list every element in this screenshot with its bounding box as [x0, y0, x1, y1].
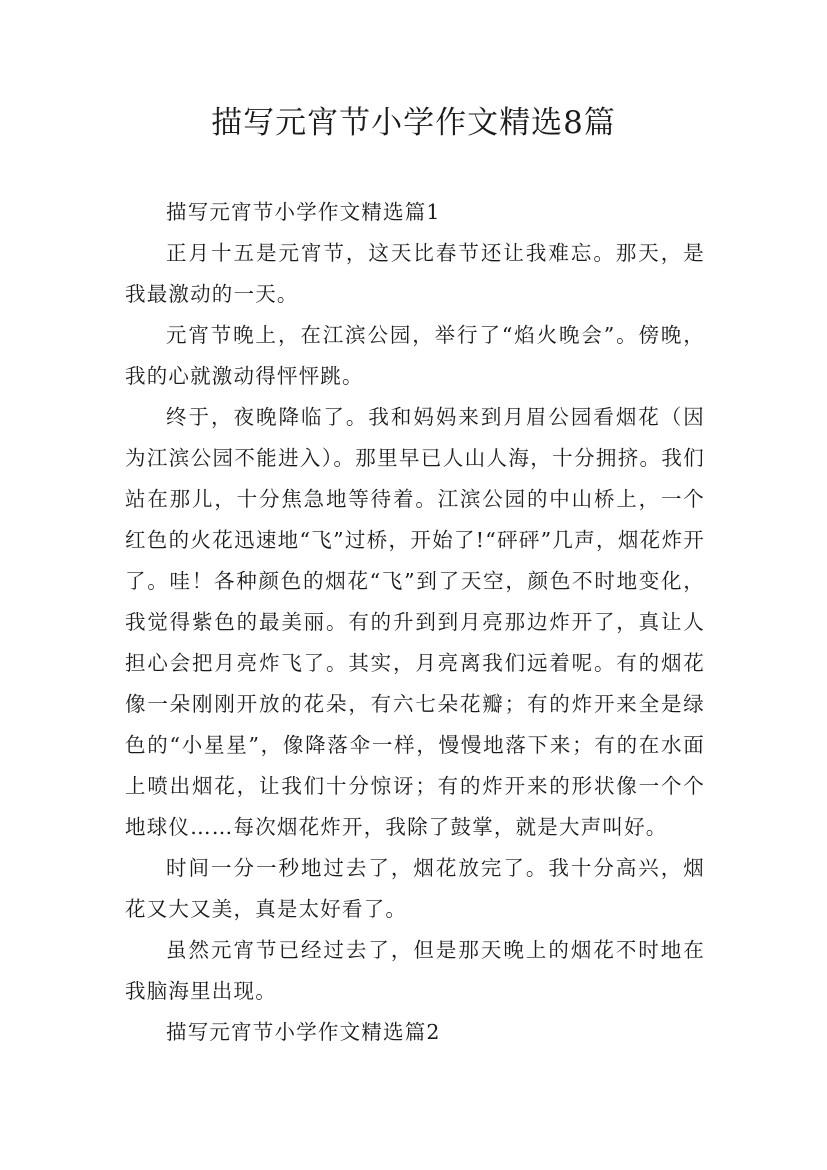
paragraph: 时间一分一秒地过去了，烟花放完了。我十分高兴，烟花又大又美，真是太好看了。: [125, 856, 705, 921]
paragraph: 正月十五是元宵节，这天比春节还让我难忘。那天，是我最激动的一天。: [125, 241, 705, 306]
paragraph: 虽然元宵节已经过去了，但是那天晚上的烟花不时地在我脑海里出现。: [125, 938, 705, 1003]
section-heading: 描写元宵节小学作文精选篇2: [166, 1020, 441, 1044]
paragraph: 元宵节晚上，在江滨公园，举行了“焰火晚会”。傍晚，我的心就激动得怦怦跳。: [125, 323, 705, 388]
section-heading: 描写元宵节小学作文精选篇1: [166, 200, 441, 224]
document-body: [125, 192, 705, 1053]
document-title: 描写元宵节小学作文精选8篇: [211, 105, 616, 141]
paragraph: 终于，夜晚降临了。我和妈妈来到月眉公园看烟花（因为江滨公园不能进入）。那里早已人山人海，十分拥挤。我们站在那儿，十分焦急地等待着。江滨公园的中山桥上，一个红色的火花迅速地“飞”过桥，开始了!“砰砰”几声，烟花炸开了。哇！各种颜色的烟花“飞”到了天空，颜色不时地变化，我觉得紫色的最美丽。有的升到到月亮那边炸开了，真让人担心会把月亮炸飞了。其实，月亮离我们远着呢。有的烟花像一朵刚刚开放的花朵，有六七朵花瓣；有的炸开来全是绿色的“小星星”，像降落伞一样，慢慢地落下来；有的在水面上喷出烟花，让我们十分惊讶；有的炸开来的形状像一个个地球仪……每次烟花炸开，我除了鼓掌，就是大声叫好。: [125, 405, 705, 839]
